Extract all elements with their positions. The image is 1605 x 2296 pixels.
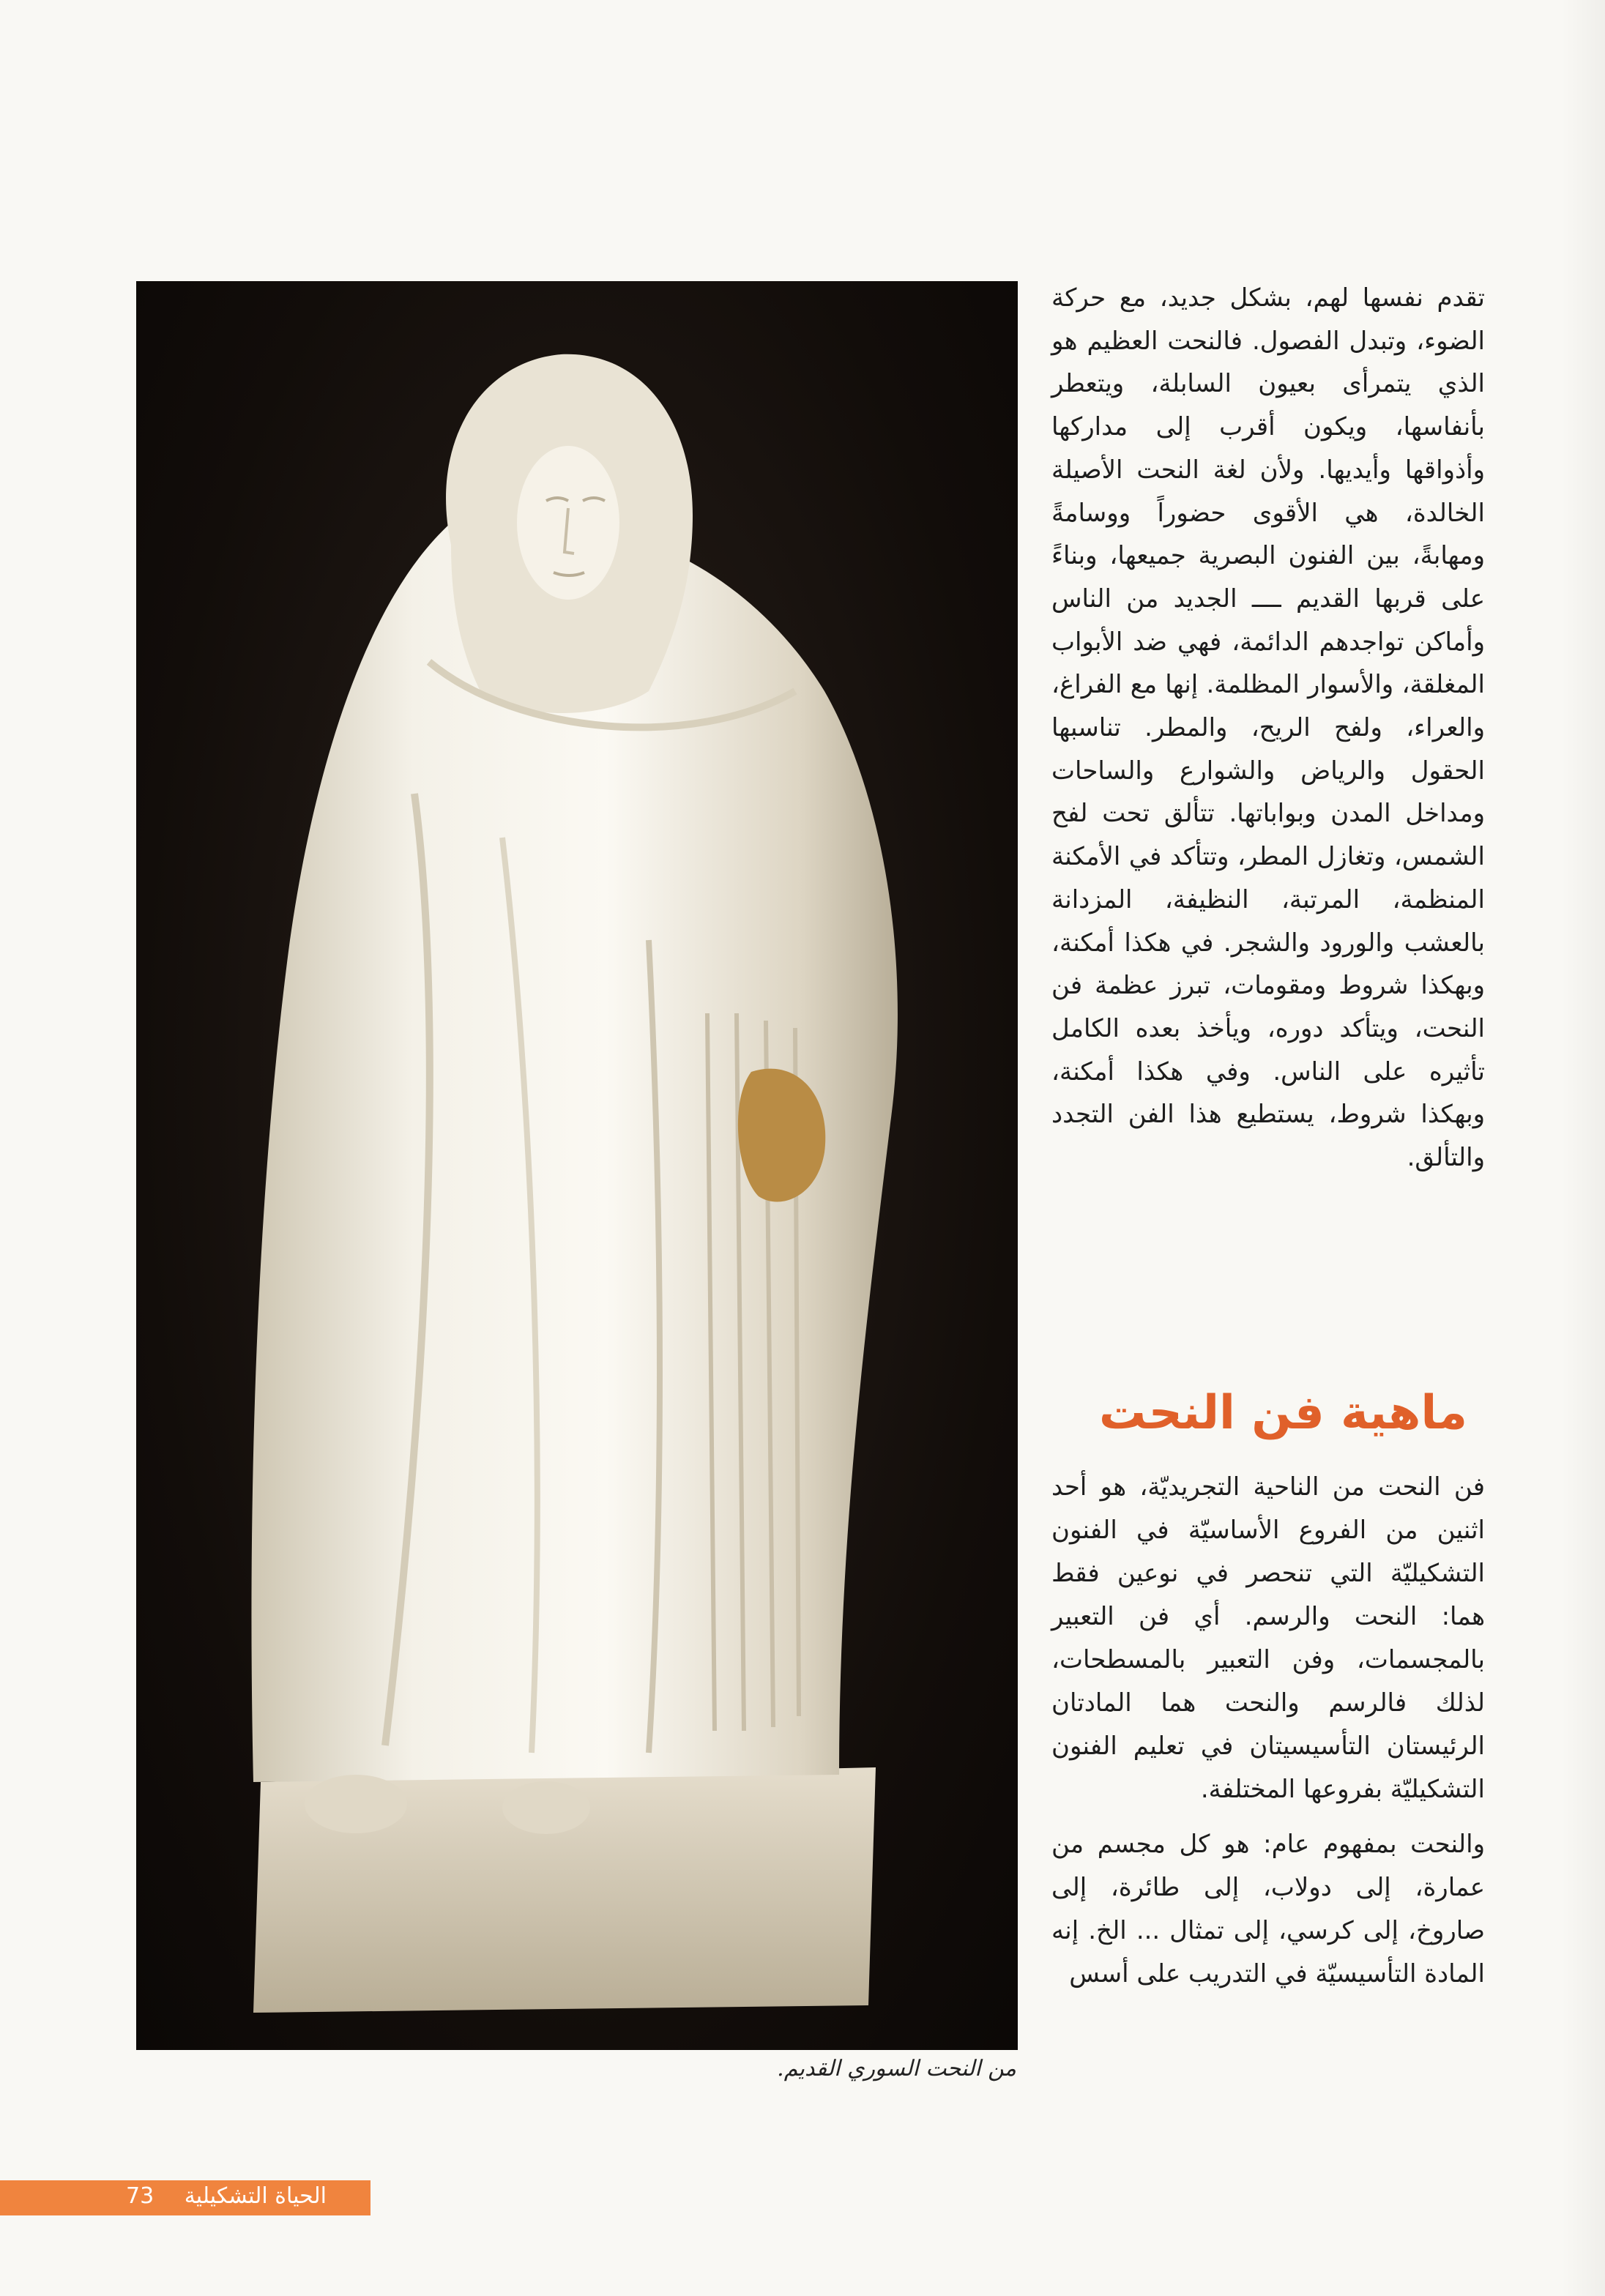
magazine-title: الحياة التشكيلية (184, 2183, 327, 2209)
page-number: 73 (126, 2183, 154, 2209)
paragraph: تقدم نفسها لهم، بشكل جديد، مع حركة الضوء، وتبدل الفصول. فالنحت العظيم هو الذي يتمرأى بعيون السابلة، ويتعطر بأنفاسها، ويكون أقرب إلى مداركها وأذواقها وأيديها. ولأن لغة النحت الأصيلة الخالدة، هي الأقوى حضوراً ووسامةً ومهابةً، بين الفنون البصرية جميعها، وبناءً على قربها القديم ــــ الجديد من الناس وأماكن تواجدهم الدائمة، فهي ضد الأبواب المغلقة، والأسوار المظلمة. إنها مع الفراغ، والعراء، ولفح الريح، والمطر. تناسبها الحقول والرياض والشوارع والساحات ومداخل المدن وبواباتها. تتألق تحت لفح الشمس، وتغازل المطر، وتتأكد في الأمكنة المنظمة، المرتبة، النظيفة، المزدانة بالعشب والورود والشجر. في هكذا أمكنة، وبهكذا شروط ومقومات، تبرز عظمة فن النحت، ويتأكد دوره، ويأخذ بعده الكامل تأثيره على الناس. وفي هكذا أمكنة، وبهكذا شروط، يستطيع هذا الفن التجدد والتألق. (1051, 283, 1485, 1173)
article-body-bottom (1051, 1466, 1485, 1996)
paragraph: فن النحت من الناحية التجريديّة، هو أحد اثنين من الفروع الأساسيّة في الفنون التشكيليّة التي تنحصر في نوعين فقط هما: النحت والرسم. أي فن التعبير بالمجسمات، وفن التعبير بالمسطحات، لذلك فالرسم والنحت هما المادتان الرئيستان التأسيسيتان في تعليم الفنون التشكيليّة بفروعها المختلفة. (1051, 1472, 1485, 1804)
page-footer (0, 2180, 370, 2215)
sculpture-photo (136, 281, 1018, 2050)
statue-illustration (136, 281, 1018, 2050)
figure-caption: من النحت السوري القديم. (777, 2056, 1016, 2081)
article-body-top (1051, 277, 1485, 1179)
paragraph: والنحت بمفهوم عام: هو كل مجسم من عمارة، إلى دولاب، إلى طائرة، إلى صاروخ، إلى كرسي، إلى تمثال ... الخ. إنه المادة التأسيسيّة في التدريب على أسس (1051, 1830, 1485, 1988)
page-edge-shadow (1561, 0, 1605, 2296)
section-heading: ماهية فن النحت (1099, 1386, 1467, 1440)
